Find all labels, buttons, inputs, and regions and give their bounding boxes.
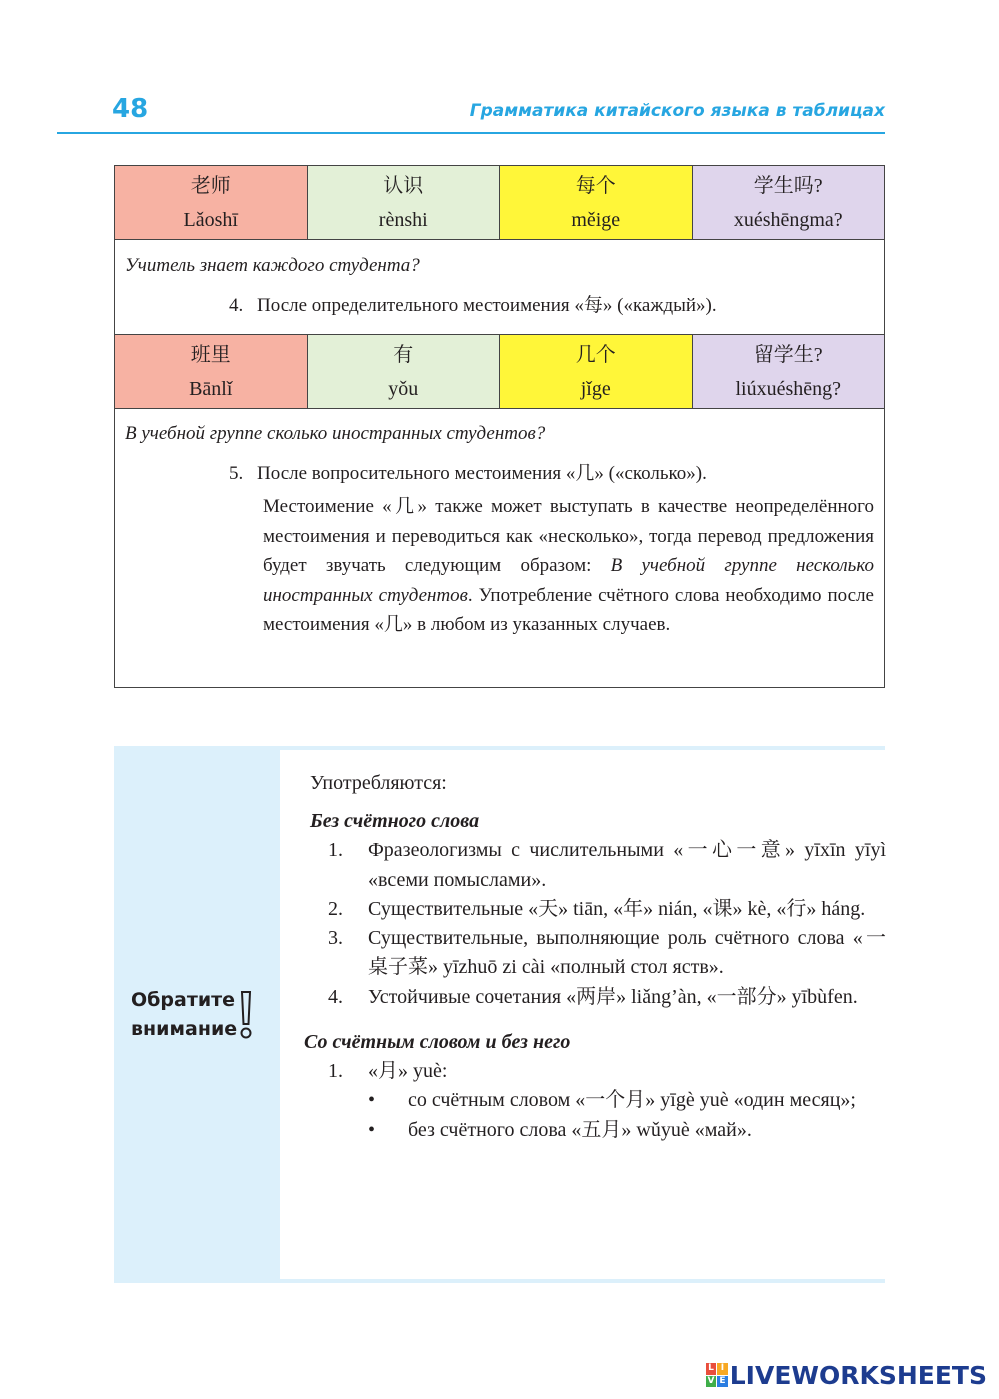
hanzi: 老师 (190, 175, 231, 197)
para-text: . Употребление счётного слова необходимо после местоимения «几» в любом из указанных случаев. (263, 584, 874, 635)
item-text: Существительные «天» tiān, «年» nián, «课» kè, «行» háng. (368, 897, 866, 920)
item-number: 2. (328, 897, 343, 920)
translation-block (115, 409, 884, 687)
translation-block (115, 240, 884, 335)
item-text: Фразеологизмы с числительными «一心一意» yīxīn yīyì «всеми помыслами». (368, 839, 886, 891)
list-item (310, 1057, 886, 1086)
attention-content (280, 750, 885, 1279)
bullet-icon: • (368, 1089, 376, 1112)
label-line: внимание (131, 1018, 238, 1040)
exclamation-icon (239, 990, 253, 1040)
logo-badge-icon (706, 1363, 728, 1387)
item-text: Существительные, выполняющие роль счётного слова «一桌子菜» yīzhuō zi cài «полный стол яств». (368, 927, 886, 979)
hanzi: 学生吗? (753, 175, 823, 197)
section-heading: Без счётного слова (310, 810, 480, 833)
page-number: 48 (112, 94, 149, 124)
attention-label (131, 986, 237, 1044)
pinyin: rènshi (378, 209, 428, 231)
hanzi: 留学生? (753, 344, 823, 366)
item-number: 1. (328, 1060, 343, 1083)
list-item (125, 294, 874, 318)
badge-letter: L (706, 1363, 717, 1375)
para-text: Местоимение «几» также может выступать в качестве неопределённого местоимения и переводиться как «несколько», тогда перевод предложения будет звучать следующим образом: (263, 496, 874, 576)
table-cell (693, 166, 885, 239)
table-row (115, 335, 884, 409)
item-number: 5. (229, 463, 244, 484)
bullet-item (310, 1116, 886, 1145)
item-number: 4. (229, 295, 244, 316)
item-text: После определительного местоимения «每» («каждый»). (257, 295, 717, 316)
hanzi: 几个 (575, 344, 616, 366)
hanzi: 每个 (575, 175, 616, 197)
table-row (115, 166, 884, 240)
liveworksheets-logo (706, 1361, 987, 1389)
table-cell (115, 335, 308, 408)
running-title: Грамматика китайского языка в таблицах (469, 101, 885, 121)
badge-letter: I (717, 1363, 728, 1375)
list-item (310, 983, 886, 1012)
section-heading: Со счётным словом и без него (304, 1031, 571, 1054)
item-text: со счётным словом «一个月» yīgè yuè «один месяц»; (408, 1089, 856, 1112)
badge-letter: E (717, 1376, 728, 1388)
pinyin: měige (571, 209, 621, 231)
pinyin: jǐge (580, 378, 611, 400)
pinyin: yǒu (388, 378, 419, 400)
pinyin: Bānlǐ (189, 378, 233, 400)
table-cell (500, 335, 693, 408)
item-number: 3. (328, 927, 343, 950)
item-number: 1. (328, 839, 343, 862)
example-table (114, 165, 885, 688)
item-number: 4. (328, 985, 343, 1008)
hanzi: 有 (393, 344, 414, 366)
pinyin: xuéshēngma? (733, 209, 843, 231)
translation: В учебной группе сколько иностранных студентов? (125, 423, 546, 444)
intro: Употребляются: (310, 772, 447, 794)
item-text: без счётного слова «五月» wǔyuè «май». (408, 1118, 752, 1141)
list-item (125, 462, 874, 486)
list-item (310, 836, 886, 895)
logo-text: LIVEWORKSHEETS (729, 1360, 987, 1390)
list-item (310, 924, 886, 983)
list-item (310, 895, 886, 924)
bullet-item (310, 1086, 886, 1115)
table-cell (308, 335, 501, 408)
attention-box (114, 746, 885, 1283)
explanation-paragraph (125, 492, 874, 640)
table-cell (693, 335, 885, 408)
page-header (57, 92, 885, 134)
para-italic: В учебной группе несколько иностранных студентов (263, 555, 874, 606)
badge-letter: V (707, 1375, 715, 1386)
table-cell (308, 166, 501, 239)
attention-text (304, 769, 886, 1145)
table-cell (500, 166, 693, 239)
item-text: «月» yuè: (368, 1060, 448, 1083)
pinyin: liúxuéshēng? (735, 378, 842, 400)
item-text: Устойчивые сочетания «两岸» liǎng’àn, «一部分» yībùfen. (368, 985, 858, 1008)
bullet-icon: • (368, 1118, 376, 1141)
translation: Учитель знает каждого студента? (125, 255, 420, 276)
table-cell (115, 166, 308, 239)
hanzi: 认识 (383, 175, 424, 197)
label-line: Обратите (131, 989, 236, 1011)
hanzi: 班里 (190, 344, 231, 366)
pinyin: Lǎoshī (183, 209, 238, 231)
item-text: После вопросительного местоимения «几» («сколько»). (257, 463, 707, 484)
